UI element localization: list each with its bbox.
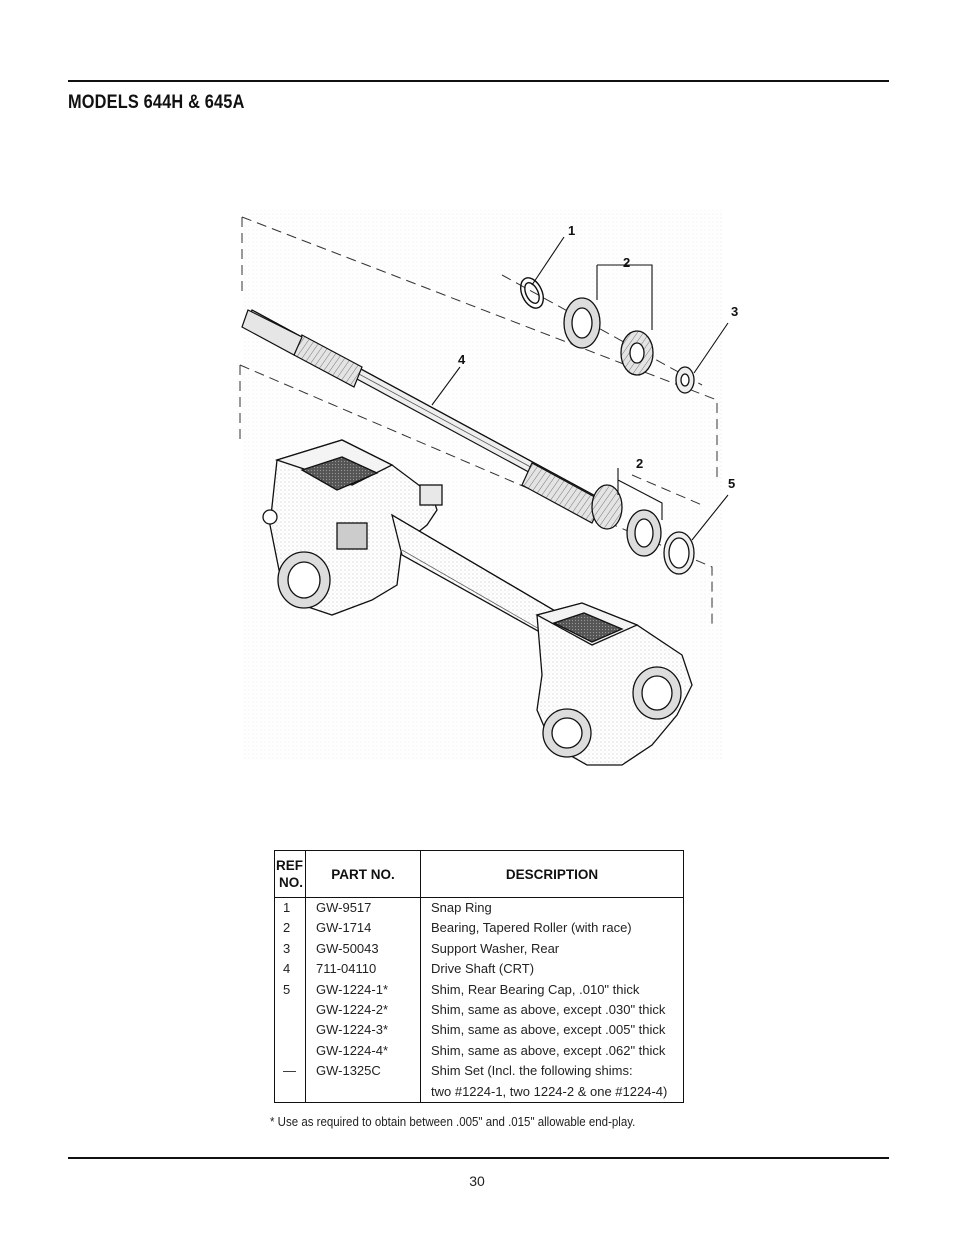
ref-cell bbox=[275, 1020, 306, 1040]
ref-header-line1: REF bbox=[276, 858, 303, 873]
description-cell: Drive Shaft (CRT) bbox=[421, 959, 684, 979]
table-row bbox=[275, 1041, 684, 1061]
bottom-rule bbox=[68, 1157, 889, 1159]
table-row bbox=[275, 939, 684, 959]
part-cell: GW-50043 bbox=[306, 939, 421, 959]
part-cell: GW-1224-1* bbox=[306, 980, 421, 1000]
page-number: 30 bbox=[469, 1173, 485, 1189]
part-cell: GW-1224-4* bbox=[306, 1041, 421, 1061]
description-cell: Support Washer, Rear bbox=[421, 939, 684, 959]
col-ref-header bbox=[275, 851, 306, 898]
description-cell: Shim, same as above, except .005" thick bbox=[421, 1020, 684, 1040]
part-cell: GW-9517 bbox=[306, 898, 421, 919]
ref-cell: 3 bbox=[275, 939, 306, 959]
table-row bbox=[275, 898, 684, 919]
ref-cell: 4 bbox=[275, 959, 306, 979]
ref-cell bbox=[275, 1082, 306, 1103]
part-cell: GW-1224-3* bbox=[306, 1020, 421, 1040]
part-cell: GW-1224-2* bbox=[306, 1000, 421, 1020]
parts-table-body bbox=[275, 898, 684, 1103]
callout-2-bottom: 2 bbox=[636, 456, 644, 471]
callout-4: 4 bbox=[458, 352, 466, 367]
description-cell: Shim, same as above, except .030" thick bbox=[421, 1000, 684, 1020]
col-part-header: PART NO. bbox=[306, 851, 421, 898]
table-row bbox=[275, 1020, 684, 1040]
description-cell: Shim, same as above, except .062" thick bbox=[421, 1041, 684, 1061]
ref-cell: 1 bbox=[275, 898, 306, 919]
table-row bbox=[275, 1061, 684, 1081]
footnote: * Use as required to obtain between .005" and .015" allowable end-play. bbox=[270, 1115, 636, 1129]
table-row bbox=[275, 1082, 684, 1103]
part-cell bbox=[306, 1082, 421, 1103]
description-cell: Shim, Rear Bearing Cap, .010" thick bbox=[421, 980, 684, 1000]
top-rule bbox=[68, 80, 889, 82]
parts-table bbox=[274, 850, 684, 1103]
ref-cell: 5 bbox=[275, 980, 306, 1000]
ref-cell bbox=[275, 1041, 306, 1061]
shim bbox=[664, 532, 694, 574]
part-cell: 711-04110 bbox=[306, 959, 421, 979]
table-row bbox=[275, 1000, 684, 1020]
callout-3: 3 bbox=[731, 304, 739, 319]
table-row bbox=[275, 980, 684, 1000]
ref-cell: — bbox=[275, 1061, 306, 1081]
ref-header-line2: NO. bbox=[278, 875, 303, 890]
table-header-row bbox=[275, 851, 684, 898]
support-washer bbox=[676, 367, 694, 393]
ref-cell bbox=[275, 1000, 306, 1020]
part-cell: GW-1325C bbox=[306, 1061, 421, 1081]
description-cell: two #1224-1, two 1224-2 & one #1224-4) bbox=[421, 1082, 684, 1103]
page-title: MODELS 644H & 645A bbox=[68, 92, 245, 113]
callout-5: 5 bbox=[728, 476, 736, 491]
ref-cell: 2 bbox=[275, 918, 306, 938]
description-cell: Snap Ring bbox=[421, 898, 684, 919]
table-row bbox=[275, 959, 684, 979]
callout-1: 1 bbox=[568, 223, 576, 238]
description-cell: Shim Set (Incl. the following shims: bbox=[421, 1061, 684, 1081]
exploded-parts-diagram bbox=[232, 205, 742, 770]
table-row bbox=[275, 918, 684, 938]
description-cell: Bearing, Tapered Roller (with race) bbox=[421, 918, 684, 938]
callout-2-top: 2 bbox=[623, 255, 631, 270]
part-cell: GW-1714 bbox=[306, 918, 421, 938]
col-description-header: DESCRIPTION bbox=[421, 851, 684, 898]
